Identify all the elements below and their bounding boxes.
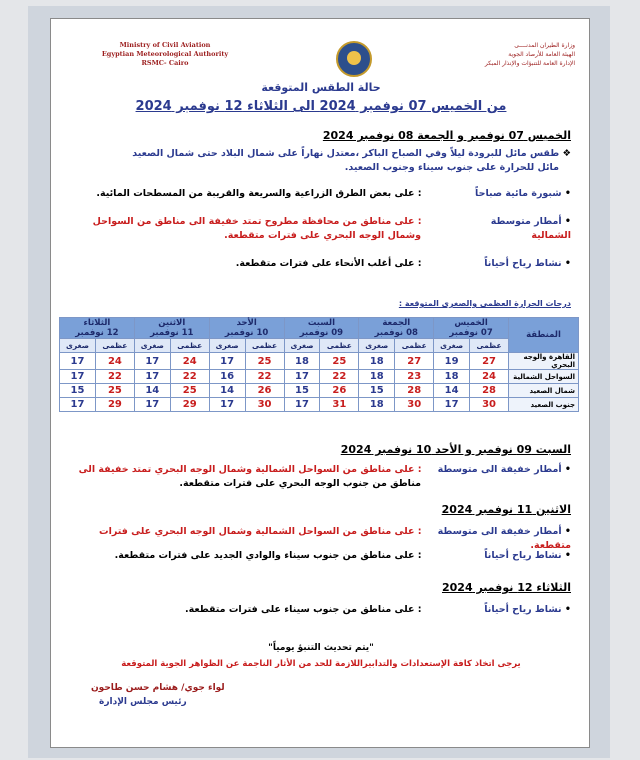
document-title: حالة الطقس المتوقعة: [261, 81, 381, 94]
min-temp-cell: 18: [284, 353, 320, 370]
header-english-line: Egyptian Meteorological Authority: [101, 50, 229, 58]
table-header-row: [60, 318, 579, 339]
temperature-table: [59, 317, 579, 412]
forecast-sheet: [50, 18, 590, 748]
max-temp-cell: 31: [320, 398, 359, 412]
max-temp-cell: 28: [470, 384, 509, 398]
fog-label: شبورة مائية صباحاً: [475, 188, 562, 199]
day-header: الثلاثاء 12 نوفمبر: [60, 318, 135, 339]
rain-text: : على مناطق من محافظة مطروح تمتد خفيفة الى مناطق من السواحل الشمالية: [92, 216, 571, 241]
signature-title: رئيس مجلس الإدارة: [99, 697, 187, 707]
section1-weather-line: [71, 147, 571, 161]
max-temp-cell: 29: [170, 398, 209, 412]
section3-wind-line: [71, 549, 571, 563]
max-temp-cell: 22: [170, 370, 209, 384]
section1-heading: الخميس 07 نوفمبر و الجمعة 08 نوفمبر 2024: [322, 129, 571, 142]
day-header: الأحد 10 نوفمبر: [209, 318, 284, 339]
section2-heading: السبت 09 نوفمبر و الأحد 10 نوفمبر 2024: [340, 443, 571, 456]
max-temp-cell: 23: [395, 370, 434, 384]
region-header: المنطقة: [509, 318, 579, 353]
max-label: عظمى: [470, 339, 509, 353]
header-english-line: RSMC- Cairo: [141, 59, 189, 67]
min-temp-cell: 15: [284, 384, 320, 398]
max-temp-cell: 24: [470, 370, 509, 384]
min-temp-cell: 14: [209, 384, 245, 398]
day-header: الخميس 07 نوفمبر: [434, 318, 509, 339]
min-temp-cell: 17: [60, 398, 96, 412]
min-temp-cell: 17: [60, 370, 96, 384]
max-temp-cell: 30: [470, 398, 509, 412]
min-temp-cell: 17: [434, 398, 470, 412]
day-header: الجمعة 08 نوفمبر: [359, 318, 434, 339]
header-english: [85, 41, 245, 68]
min-temp-cell: 17: [284, 370, 320, 384]
min-temp-cell: 18: [359, 398, 395, 412]
max-temp-cell: 30: [245, 398, 284, 412]
min-temp-cell: 17: [209, 353, 245, 370]
min-temp-cell: 17: [209, 398, 245, 412]
day-header: الاثنين 11 نوفمبر: [134, 318, 209, 339]
header-english-line: Ministry of Civil Aviation: [119, 41, 211, 49]
min-label: صغرى: [60, 339, 96, 353]
min-temp-cell: 15: [60, 384, 96, 398]
max-label: عظمى: [320, 339, 359, 353]
max-temp-cell: 28: [395, 384, 434, 398]
max-temp-cell: 22: [95, 370, 134, 384]
max-temp-cell: 25: [320, 353, 359, 370]
max-label: عظمى: [170, 339, 209, 353]
header-arabic: [405, 41, 575, 68]
min-temp-cell: 18: [359, 370, 395, 384]
max-temp-cell: 22: [320, 370, 359, 384]
max-label: عظمى: [245, 339, 284, 353]
rain-text: : على مناطق من السواحل الشمالية وشمال الوجه البحري تمتد خفيفة الى: [78, 464, 422, 475]
table-row: [60, 370, 579, 384]
wind-text: : على مناطق من جنوب سيناء على فترات متقطعة.: [184, 604, 422, 615]
bullet-icon: •: [561, 550, 571, 561]
day-header: السبت 09 نوفمبر: [284, 318, 359, 339]
max-temp-cell: 22: [245, 370, 284, 384]
min-temp-cell: 17: [284, 398, 320, 412]
min-temp-cell: 15: [359, 384, 395, 398]
wind-label: نشاط رياح أحياناً: [484, 550, 562, 561]
advice-note: يرجى اتخاذ كافة الإستعدادات والتدابيراللازمة للحد من الأثار الناجمة عن الظواهر الجوية المتوقعة: [121, 659, 521, 669]
min-temp-cell: 14: [434, 384, 470, 398]
max-temp-cell: 30: [395, 398, 434, 412]
signature-name: لواء جوي/ هشام حسن طاحون: [91, 683, 225, 693]
min-temp-cell: 19: [434, 353, 470, 370]
section1-weather-text-2: مائل للحرارة على جنوب سيناء وجنوب الصعيد.: [344, 162, 559, 173]
section4-wind-line: [71, 603, 571, 617]
max-min-header-row: [60, 339, 579, 353]
min-temp-cell: 17: [134, 398, 170, 412]
min-label: صغرى: [434, 339, 470, 353]
section3-heading: الاثنين 11 نوفمبر 2024: [441, 503, 571, 516]
section1-weather-text: طقس مائل للبرودة ليلاً وفي الصباح الباكر ،معتدل نهاراً على شمال البلاد حتى شمال الصعيد: [132, 148, 560, 159]
min-temp-cell: 18: [434, 370, 470, 384]
fog-text: : على بعض الطرق الزراعية والسريعة والقريبة من المسطحات المائية.: [96, 188, 422, 199]
max-temp-cell: 25: [245, 353, 284, 370]
min-temp-cell: 16: [209, 370, 245, 384]
region-cell: شمال الصعيد: [509, 384, 579, 398]
authority-logo-icon: [336, 41, 372, 77]
rain-label: أمطار خفيفة الى متوسطة: [437, 464, 562, 475]
min-temp-cell: 17: [60, 353, 96, 370]
table-row: [60, 353, 579, 370]
bullet-icon: •: [561, 526, 571, 537]
rain-text: : على مناطق من السواحل الشمالية وشمال الوجه البحري على فترات متقطعة.: [99, 526, 571, 551]
region-cell: القاهرة والوجه البحري: [509, 353, 579, 370]
min-temp-cell: 17: [134, 353, 170, 370]
rain-text-2: وشمال الوجه البحري على فترات متقطعة.: [224, 230, 421, 241]
max-temp-cell: 24: [95, 353, 134, 370]
min-temp-cell: 14: [134, 384, 170, 398]
max-temp-cell: 24: [170, 353, 209, 370]
min-label: صغرى: [284, 339, 320, 353]
min-label: صغرى: [134, 339, 170, 353]
max-temp-cell: 26: [245, 384, 284, 398]
bullet-icon: •: [561, 188, 571, 199]
rain-label: أمطار متوسطة: [490, 216, 562, 227]
wind-label: نشاط رياح أحياناً: [484, 258, 562, 269]
page-background: [28, 6, 610, 758]
max-temp-cell: 25: [170, 384, 209, 398]
header-arabic-line: الإدارة العامة للتنبؤات والإنذار المبكر: [484, 60, 575, 67]
table-row: [60, 384, 579, 398]
rain-text-2: مناطق من جنوب الوجه البحري على فترات متقطعة.: [179, 478, 421, 489]
region-cell: السواحل الشمالية: [509, 370, 579, 384]
min-label: صغرى: [359, 339, 395, 353]
update-note: "يتم تحديث التنبؤ يومياً": [268, 643, 374, 653]
section4-heading: الثلاثاء 12 نوفمبر 2024: [441, 581, 571, 594]
min-label: صغرى: [209, 339, 245, 353]
bullet-icon: •: [561, 258, 571, 269]
bullet-icon: •: [561, 464, 571, 475]
max-temp-cell: 25: [95, 384, 134, 398]
forecast-period: من الخميس 07 نوفمبر 2024 الى الثلاثاء 12 نوفمبر 2024: [135, 99, 507, 114]
diamond-bullet-icon: ❖: [559, 148, 571, 159]
region-cell: جنوب الصعيد: [509, 398, 579, 412]
section1-fog-line: [71, 187, 571, 201]
min-temp-cell: 17: [134, 370, 170, 384]
header-arabic-line: وزارة الطيران المدنــــى: [514, 42, 575, 49]
rain-label: أمطار خفيفة الى متوسطة: [437, 526, 562, 537]
section2-rain-line: [71, 463, 571, 477]
max-temp-cell: 29: [95, 398, 134, 412]
max-temp-cell: 27: [470, 353, 509, 370]
wind-text: : على مناطق من جنوب سيناء والوادي الجديد على فترات متقطعة.: [114, 550, 422, 561]
table-row: [60, 398, 579, 412]
wind-label: نشاط رياح أحياناً: [484, 604, 562, 615]
bullet-icon: •: [561, 216, 571, 227]
bullet-icon: •: [561, 604, 571, 615]
section1-wind-line: [71, 257, 571, 271]
header-arabic-line: الهيئة العامة للأرصاد الجوية: [508, 51, 575, 58]
max-temp-cell: 26: [320, 384, 359, 398]
max-label: عظمى: [395, 339, 434, 353]
max-label: عظمى: [95, 339, 134, 353]
max-temp-cell: 27: [395, 353, 434, 370]
wind-text: : على أغلب الأنحاء على فترات متقطعة.: [235, 258, 422, 269]
min-temp-cell: 18: [359, 353, 395, 370]
table-title: درجات الحرارة العظمى والصغرى المتوقعة :: [398, 299, 571, 308]
